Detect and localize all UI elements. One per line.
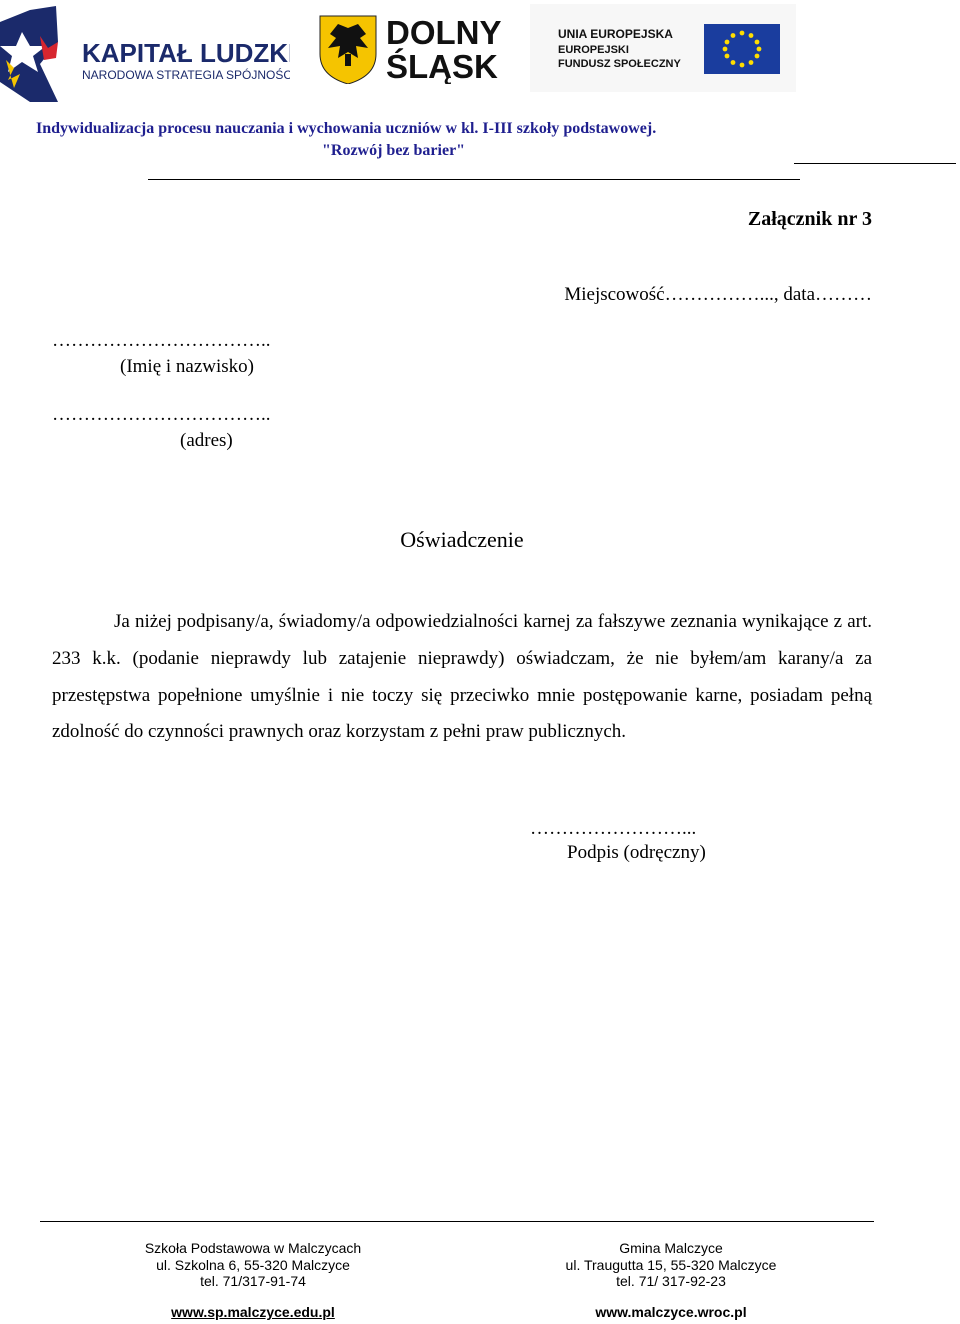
footer-right-phone: tel. 71/ 317-92-23 [616,1273,726,1289]
commune-website: www.malczyce.wroc.pl [595,1304,747,1320]
kapital-ludzki-star-icon [0,2,290,102]
name-label: (Imię i nazwisko) [120,356,255,377]
place-date-field: Miejscowość……………..., data……… [564,284,872,305]
footer-rule [40,1221,874,1222]
footer-right-name: Gmina Malczyce [619,1240,723,1256]
footer-right-address: ul. Traugutta 15, 55-320 Malczyce [565,1256,777,1273]
header-rule-short [794,163,956,164]
project-header-line1: Indywidualizacja procesu nauczania i wychowania uczniów w kl. I-III szkoły podstawowej. [36,120,657,137]
svg-text:NARODOWA STRATEGIA SPÓJNOŚCI: NARODOWA STRATEGIA SPÓJNOŚCI [82,68,290,82]
declaration-body: Ja niżej podpisany/a, świadomy/a odpowiedzialności karnej za fałszywe zeznania wynikające z art. 233 k.k. (podanie nieprawdy lub zatajenie nieprawdy) oświadczam, że nie byłem/am karany/a za przestępstwa popełnione umyślnie i nie toczy się przeciwko mnie postępowanie karne, posiadam pełną zdolność do czynności prawnych oraz korzystam z pełni praw publicznych. [52,611,872,743]
footer-left-web [100,1304,406,1321]
address-label: (adres) [180,430,233,451]
svg-text:EUROPEJSKI: EUROPEJSKI [558,44,629,56]
document-title: Oświadczenie [400,527,524,552]
svg-text:KAPITAŁ LUDZKI: KAPITAŁ LUDZKI [82,38,290,68]
svg-text:DOLNY: DOLNY [386,14,502,51]
address-dots: …………………………….. [52,404,271,425]
school-website-link[interactable]: www.sp.malczyce.edu.pl [171,1304,335,1320]
footer-left-phone: tel. 71/317-91-74 [200,1273,306,1289]
header-rule [148,179,800,180]
declaration-text [52,604,872,751]
footer-left-name: Szkoła Podstawowa w Malczycach [144,1240,362,1256]
svg-text:FUNDUSZ SPOŁECZNY: FUNDUSZ SPOŁECZNY [558,58,681,70]
svg-text:ŚLĄSK: ŚLĄSK [386,48,498,84]
name-dots: …………………………….. [52,330,271,351]
kapital-ludzki-logo [0,2,290,102]
footer-left [100,1240,406,1290]
footer-left-address: ul. Szkolna 6, 55-320 Malczyce [156,1256,350,1273]
eu-flag-icon [704,24,780,74]
attachment-label: Załącznik nr 3 [747,208,872,230]
svg-text:UNIA EUROPEJSKA: UNIA EUROPEJSKA [558,27,673,41]
dolny-slask-logo [316,14,512,84]
footer-right [518,1240,824,1290]
eu-logo [530,4,796,92]
project-header-line2: "Rozwój bez barier" [322,142,466,159]
signature-label: Podpis (odręczny) [567,842,706,863]
dolny-slask-eagle-icon [316,14,512,84]
signature-dots: ……………………... [530,818,697,839]
